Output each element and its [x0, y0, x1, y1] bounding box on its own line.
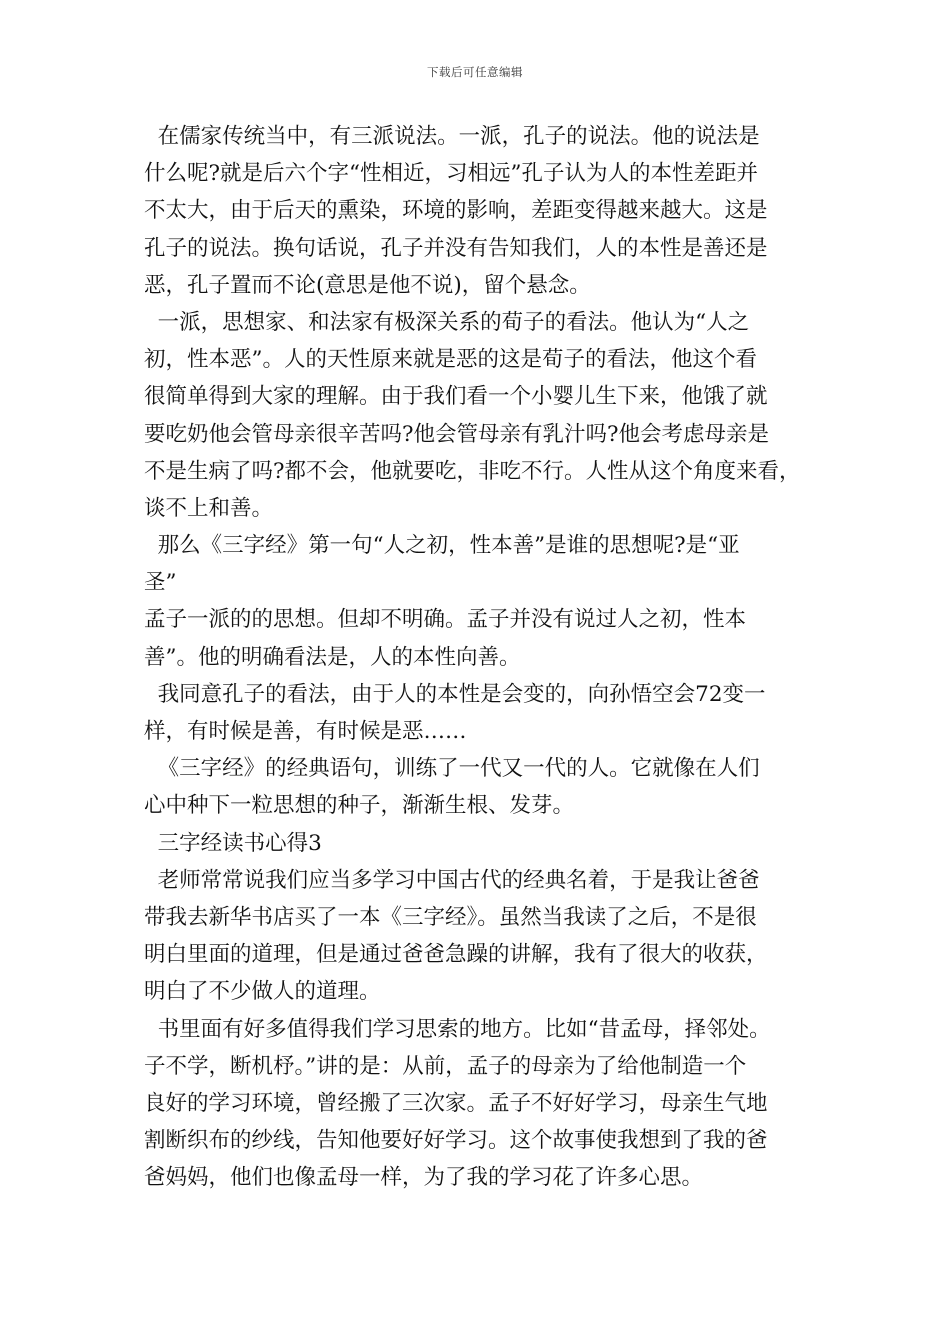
text-line: 圣” [144, 570, 177, 596]
text-line: 良好的学习环境，曾经搬了三次家。孟子不好好学习，母亲生气地 [144, 1090, 768, 1116]
text-line: 心中种下一粒思想的种子，渐渐生根、发芽。 [144, 793, 575, 819]
text-line: 谈不上和善。 [144, 495, 274, 521]
text-line: 明白了不少做人的道理。 [144, 979, 381, 1005]
text-line: 什么呢?就是后六个字“性相近，习相远”孔子认为人的本性差距并 [144, 161, 759, 187]
text-line: 善”。他的明确看法是，人的本性向善。 [144, 644, 521, 670]
text-line: 不太大，由于后天的熏染，环境的影响，差距变得越来越大。这是 [144, 198, 768, 224]
section-heading: 三字经读书心得3 [144, 830, 322, 856]
text-line: 不是生病了吗?都不会，他就要吃，非吃不行。人性从这个角度来看， [144, 458, 801, 484]
text-line: 爸妈妈，他们也像孟母一样，为了我的学习花了许多心思。 [144, 1165, 704, 1191]
text-line: 要吃奶他会管母亲很辛苦吗?他会管母亲有乳汁吗?他会考虑母亲是 [144, 421, 770, 447]
text-line: 恶，孔子置而不论(意思是他不说)，留个悬念。 [144, 272, 591, 298]
text-line: 子不学，断机杼。”讲的是：从前，孟子的母亲为了给他制造一个 [144, 1053, 747, 1079]
text-line: 那么《三字经》第一句“人之初，性本善”是谁的思想呢?是“亚 [144, 533, 740, 559]
text-line: 一派，思想家、和法家有极深关系的荀子的看法。他认为“人之 [144, 309, 750, 335]
text-line: 老师常常说我们应当多学习中国古代的经典名着，于是我让爸爸 [144, 867, 760, 893]
document-body [144, 118, 840, 1196]
text-line: 孔子的说法。换句话说，孔子并没有告知我们，人的本性是善还是 [144, 235, 768, 261]
text-line: 书里面有好多值得我们学习思索的地方。比如“昔孟母，择邻处。 [144, 1016, 771, 1042]
text-line: 很简单得到大家的理解。由于我们看一个小婴儿生下来，他饿了就 [144, 384, 768, 410]
text-line: 《三字经》的经典语句，训练了一代又一代的人。它就像在人们 [144, 756, 760, 782]
text-line: 孟子一派的的思想。但却不明确。孟子并没有说过人之初，性本 [144, 607, 747, 633]
text-line: 在儒家传统当中，有三派说法。一派，孔子的说法。他的说法是 [144, 124, 760, 149]
text-line: 割断织布的纱线，告知他要好好学习。这个故事使我想到了我的爸 [144, 1128, 768, 1154]
text-line: 我同意孔子的看法，由于人的本性是会变的，向孙悟空会72变一 [144, 681, 766, 707]
text-line: 带我去新华书店买了一本《三字经》。虽然当我读了之后，不是很 [144, 904, 757, 930]
text-line: 初，性本恶”。人的天性原来就是恶的这是荀子的看法，他这个看 [144, 347, 757, 373]
text-line: 样，有时候是善，有时候是恶…… [144, 719, 467, 744]
text-line: 明白里面的道理，但是通过爸爸急躁的讲解，我有了很大的收获， [144, 942, 768, 968]
page-header: 下载后可任意编辑 [427, 65, 523, 79]
